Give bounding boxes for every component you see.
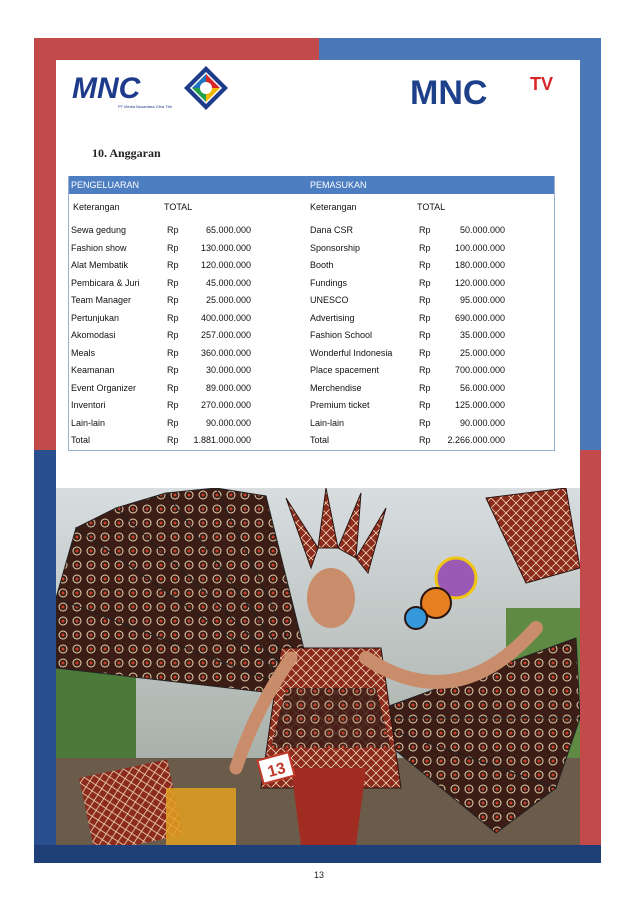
expense-amount: 400.000.000 xyxy=(200,312,251,323)
subheader-total: TOTAL xyxy=(164,202,193,212)
participant-number-badge: 13 xyxy=(265,759,288,781)
expense-currency: Rp xyxy=(167,365,179,375)
expense-label: Fashion show xyxy=(71,242,127,253)
income-amount: 56.000.000 xyxy=(459,382,505,393)
income-amount: 35.000.000 xyxy=(459,330,505,340)
frame-band-top-right xyxy=(319,38,601,60)
table-row xyxy=(69,327,554,345)
table-row xyxy=(69,432,554,450)
income-label: Fashion School xyxy=(310,330,373,340)
expense-currency: Rp xyxy=(167,277,179,288)
income-amount: 125.000.000 xyxy=(454,400,505,410)
expense-amount: 45.000.000 xyxy=(205,277,251,288)
table-row xyxy=(69,380,554,398)
table-row xyxy=(69,397,554,415)
expense-amount: 25.000.000 xyxy=(205,295,251,305)
table-row xyxy=(69,222,554,240)
header-income: PEMASUKAN xyxy=(310,180,367,190)
income-currency: Rp xyxy=(419,225,431,235)
expense-label: Lain-lain xyxy=(71,417,106,428)
income-currency: Rp xyxy=(419,347,431,358)
table-row xyxy=(69,345,554,363)
income-currency: Rp xyxy=(419,295,431,305)
table-row xyxy=(69,415,554,433)
expense-amount: 120.000.000 xyxy=(200,260,251,270)
income-amount: 25.000.000 xyxy=(459,347,505,358)
table-header xyxy=(69,176,554,194)
income-currency: Rp xyxy=(419,312,431,323)
table-row xyxy=(69,240,554,258)
expense-label: Total xyxy=(71,435,91,445)
table-row xyxy=(69,257,554,275)
expense-amount: 1.881.000.000 xyxy=(193,435,251,445)
income-currency: Rp xyxy=(419,435,431,445)
income-currency: Rp xyxy=(419,260,431,270)
income-amount: 2.266.000.000 xyxy=(447,435,505,445)
income-label: Merchendise xyxy=(310,382,362,393)
frame-band-left-lower xyxy=(34,450,56,863)
expense-currency: Rp xyxy=(167,330,179,340)
income-label: Lain-lain xyxy=(310,417,345,428)
mnc-logo-tagline: PT Media Nusantara Citra Tbk xyxy=(118,104,172,109)
income-amount: 90.000.000 xyxy=(459,417,505,428)
table-row xyxy=(69,310,554,328)
income-label: Dana CSR xyxy=(310,225,354,235)
income-currency: Rp xyxy=(419,365,431,375)
expense-label: Team Manager xyxy=(71,295,132,305)
income-label: Total xyxy=(310,435,330,445)
income-currency: Rp xyxy=(419,417,431,428)
expense-amount: 30.000.000 xyxy=(205,365,251,375)
budget-table xyxy=(68,176,555,451)
expense-currency: Rp xyxy=(167,417,179,428)
expense-label: Pembicara & Juri xyxy=(71,277,140,288)
expense-currency: Rp xyxy=(167,347,179,358)
expense-label: Meals xyxy=(71,347,96,358)
expense-currency: Rp xyxy=(167,312,179,323)
mnctv-logo-text: MNC xyxy=(410,74,488,108)
income-currency: Rp xyxy=(419,330,431,340)
expense-label: Pertunjukan xyxy=(71,312,120,323)
income-currency: Rp xyxy=(419,242,431,253)
expense-amount: 130.000.000 xyxy=(200,242,251,253)
income-label: Fundings xyxy=(310,277,348,288)
income-amount: 100.000.000 xyxy=(454,242,505,253)
mnctv-logo xyxy=(410,72,570,108)
income-currency: Rp xyxy=(419,382,431,393)
mnc-logo-text: MNC xyxy=(72,72,141,105)
income-amount: 95.000.000 xyxy=(459,295,505,305)
income-currency: Rp xyxy=(419,400,431,410)
expense-currency: Rp xyxy=(167,382,179,393)
expense-label: Sewa gedung xyxy=(71,225,127,235)
header-expenses: PENGELUARAN xyxy=(71,180,140,190)
frame-band-left-upper xyxy=(34,38,56,450)
expense-currency: Rp xyxy=(167,242,179,253)
expense-currency: Rp xyxy=(167,225,179,235)
expense-amount: 360.000.000 xyxy=(200,347,251,358)
income-amount: 690.000.000 xyxy=(454,312,505,323)
subheader-total-2: TOTAL xyxy=(417,202,446,212)
income-label: Premium ticket xyxy=(310,400,370,410)
income-label: Place spacement xyxy=(310,365,380,375)
income-label: Booth xyxy=(310,260,334,270)
expense-label: Akomodasi xyxy=(71,330,116,340)
page-number: 13 xyxy=(313,870,324,880)
income-label: Advertising xyxy=(310,312,355,323)
expense-amount: 65.000.000 xyxy=(205,225,251,235)
table-row xyxy=(69,362,554,380)
expense-amount: 270.000.000 xyxy=(200,400,251,410)
income-amount: 120.000.000 xyxy=(454,277,505,288)
table-row xyxy=(69,275,554,293)
expense-currency: Rp xyxy=(167,400,179,410)
frame-band-top-left xyxy=(34,38,319,60)
expense-amount: 90.000.000 xyxy=(205,417,251,428)
income-label: UNESCO xyxy=(310,295,349,305)
table-subheader xyxy=(69,194,554,222)
income-amount: 50.000.000 xyxy=(459,225,505,235)
batik-carnival-photo xyxy=(56,488,580,845)
expense-label: Event Organizer xyxy=(71,382,137,393)
expense-currency: Rp xyxy=(167,260,179,270)
income-label: Wonderful Indonesia xyxy=(310,347,393,358)
income-amount: 700.000.000 xyxy=(454,365,505,375)
expense-amount: 257.000.000 xyxy=(200,330,251,340)
subheader-description: Keterangan xyxy=(73,202,120,212)
table-row xyxy=(69,292,554,310)
frame-band-right-upper xyxy=(580,38,601,450)
subheader-description-2: Keterangan xyxy=(310,202,357,212)
table-body xyxy=(69,222,554,450)
frame-band-right-lower xyxy=(580,450,601,863)
section-title: 10. Anggaran xyxy=(92,146,161,160)
expense-amount: 89.000.000 xyxy=(205,382,251,393)
mnctv-logo-suffix: TV xyxy=(530,74,554,94)
income-currency: Rp xyxy=(419,277,431,288)
income-amount: 180.000.000 xyxy=(454,260,505,270)
expense-label: Inventori xyxy=(71,400,106,410)
expense-currency: Rp xyxy=(167,435,179,445)
expense-currency: Rp xyxy=(167,295,179,305)
income-label: Sponsorship xyxy=(310,242,361,253)
frame-band-bottom xyxy=(34,845,601,863)
expense-label: Keamanan xyxy=(71,365,115,375)
mnc-group-logo xyxy=(70,64,230,120)
expense-label: Alat Membatik xyxy=(71,260,129,270)
